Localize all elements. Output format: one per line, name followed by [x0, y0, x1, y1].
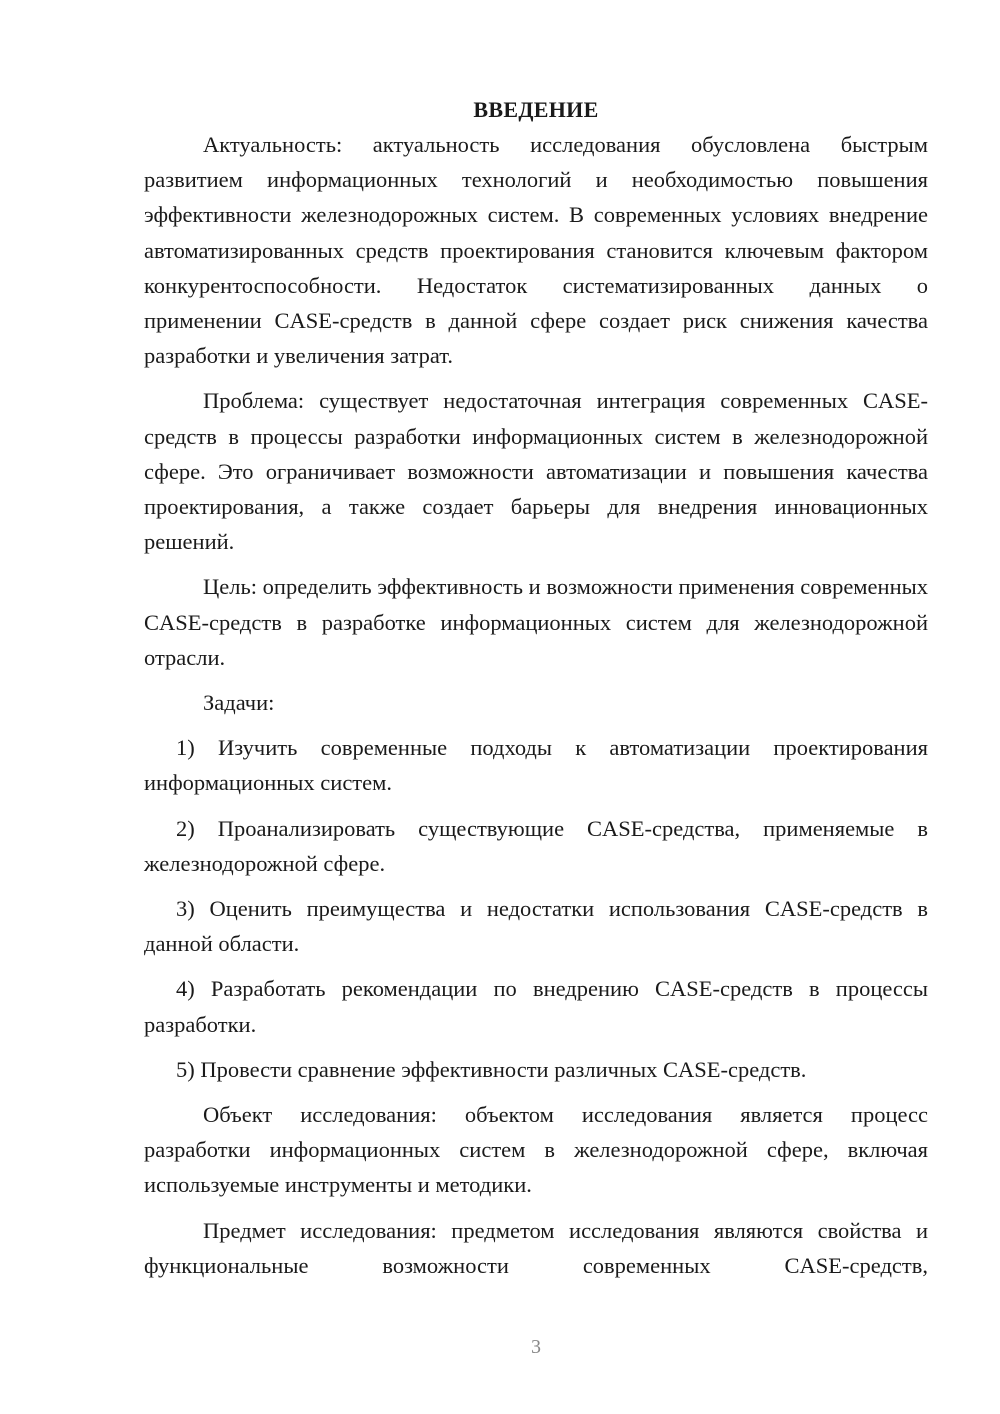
goal-paragraph: Цель: определить эффективность и возможности применения современных CASE-средств в разработке информационных систем для железнодорожной отрасли.: [144, 574, 928, 670]
task-item-4: 4) Разработать рекомендации по внедрению CASE-средств в процессы разработки.: [144, 976, 928, 1037]
task-item-1: 1) Изучить современные подходы к автоматизации проектирования информационных систем.: [144, 735, 928, 796]
document-page: [144, 92, 928, 1283]
task-item-2: 2) Проанализировать существующие CASE-средства, применяемые в железнодорожной сфере.: [144, 815, 928, 876]
page-number: 3: [531, 1336, 541, 1358]
subject-paragraph: Предмет исследования: предметом исследования являются свойства и функциональные возможности современных CASE-средств,: [144, 1217, 928, 1278]
object-paragraph: Объект исследования: объектом исследования является процесс разработки информационных систем в железнодорожной сфере, включая используемые инструменты и методики.: [144, 1102, 928, 1198]
task-item-3: 3) Оценить преимущества и недостатки использования CASE-средств в данной области.: [144, 896, 928, 957]
task-item-5: 5) Провести сравнение эффективности различных CASE-средств.: [176, 1056, 807, 1082]
relevance-paragraph: Актуальность: актуальность исследования обусловлена быстрым развитием информационных технологий и необходимостью повышения эффективности железнодорожных систем. В современных условиях внедрение автоматизированных средств проектирования становится ключевым фактором конкурентоспособности. Недостаток систематизированных данных о применении CASE-средств в данной сфере создает риск снижения качества разработки и увеличения затрат.: [144, 132, 928, 369]
tasks-label: Задачи:: [203, 690, 275, 716]
problem-paragraph: Проблема: существует недостаточная интеграция современных CASE-средств в процессы разработки информационных систем в железнодорожной сфере. Это ограничивает возможности автоматизации и повышения качества проектирования, а также создает барьеры для внедрения инновационных решений.: [144, 388, 928, 555]
page-title: ВВЕДЕНИЕ: [473, 97, 599, 122]
